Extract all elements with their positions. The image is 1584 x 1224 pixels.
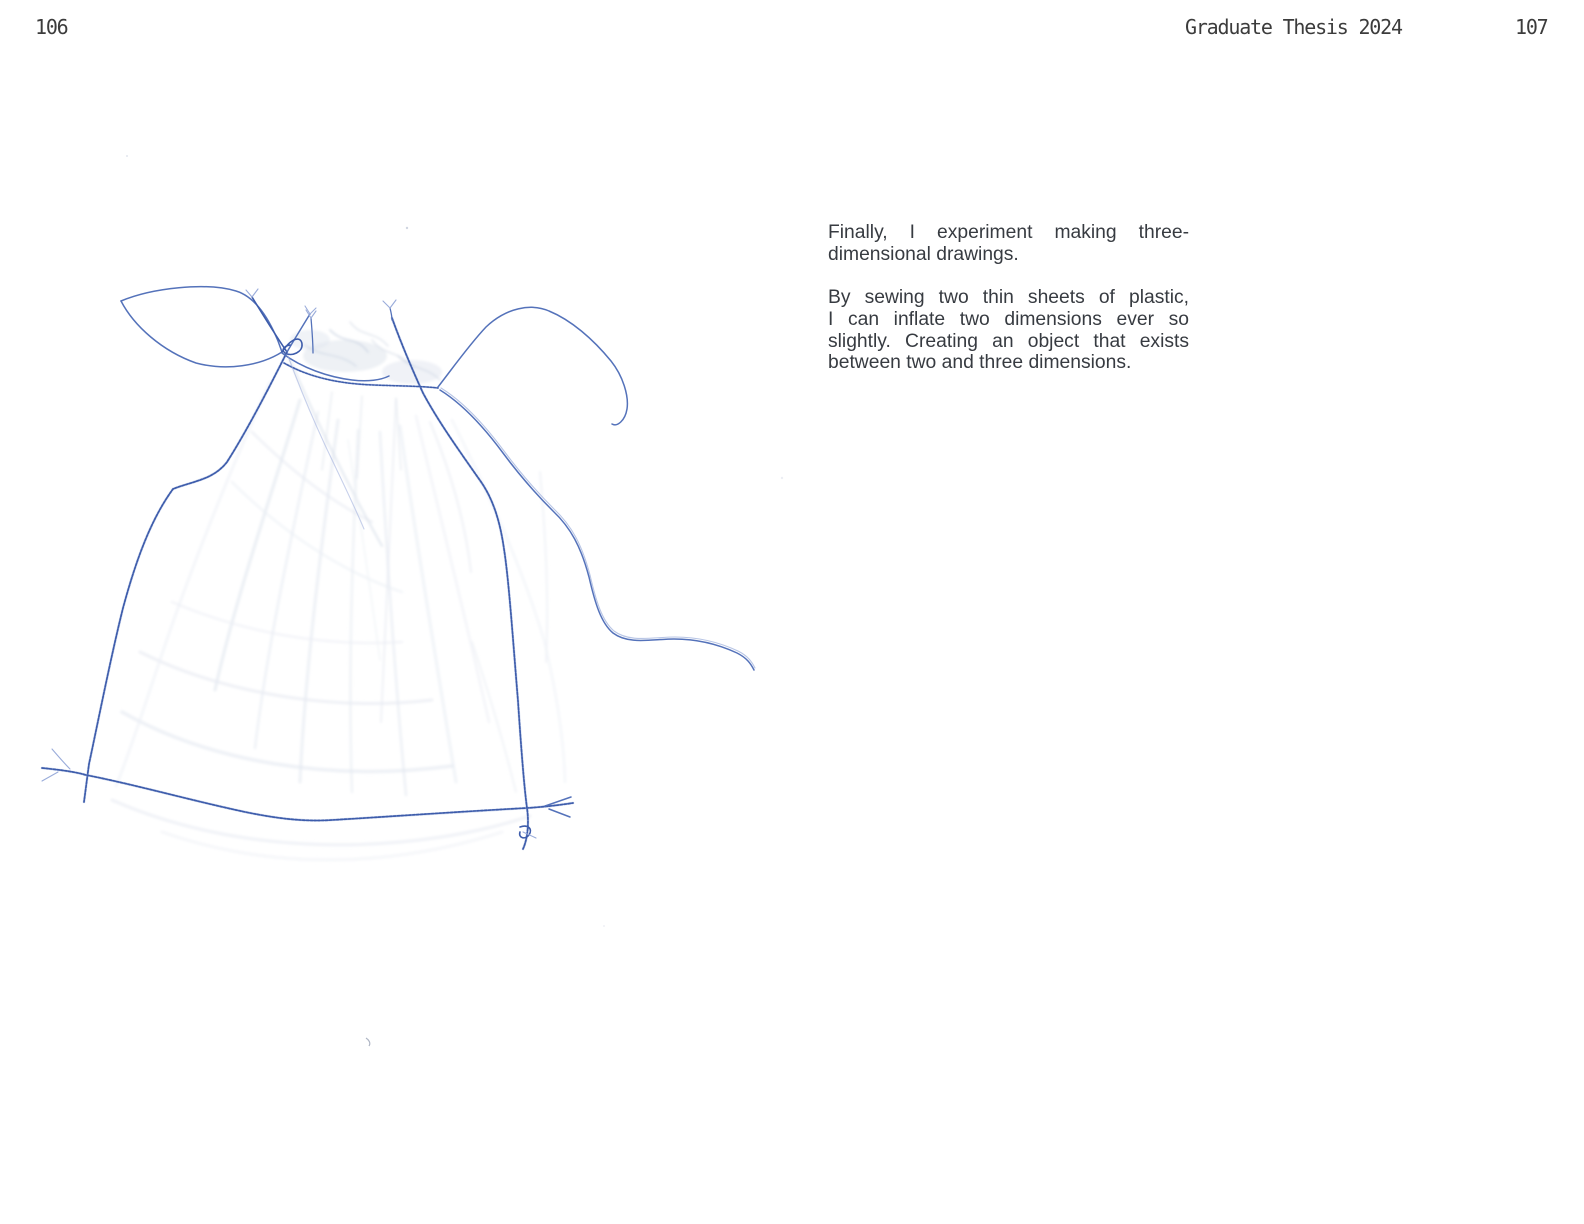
body-text-line: dimensional drawings. [828, 243, 1019, 265]
body-text-line: between two and three dimensions. [828, 352, 1132, 374]
page-number-left: 106 [35, 15, 68, 39]
body-text-line: Finally, I experiment making three- [828, 222, 1189, 243]
plastic-sheet-wrinkles [112, 312, 565, 860]
body-text-line: slightly. Creating an object that exists [828, 330, 1189, 352]
body-text [828, 222, 1189, 374]
paragraph [828, 222, 1189, 265]
running-header-title: Graduate Thesis 2024 [1185, 15, 1402, 39]
paragraph [828, 287, 1189, 374]
body-text-line: I can inflate two dimensions ever so [828, 308, 1189, 330]
page-number-right: 107 [1515, 15, 1548, 39]
body-text-line: By sewing two thin sheets of plastic, [828, 287, 1189, 309]
thread-drawing-artwork [0, 100, 790, 1100]
